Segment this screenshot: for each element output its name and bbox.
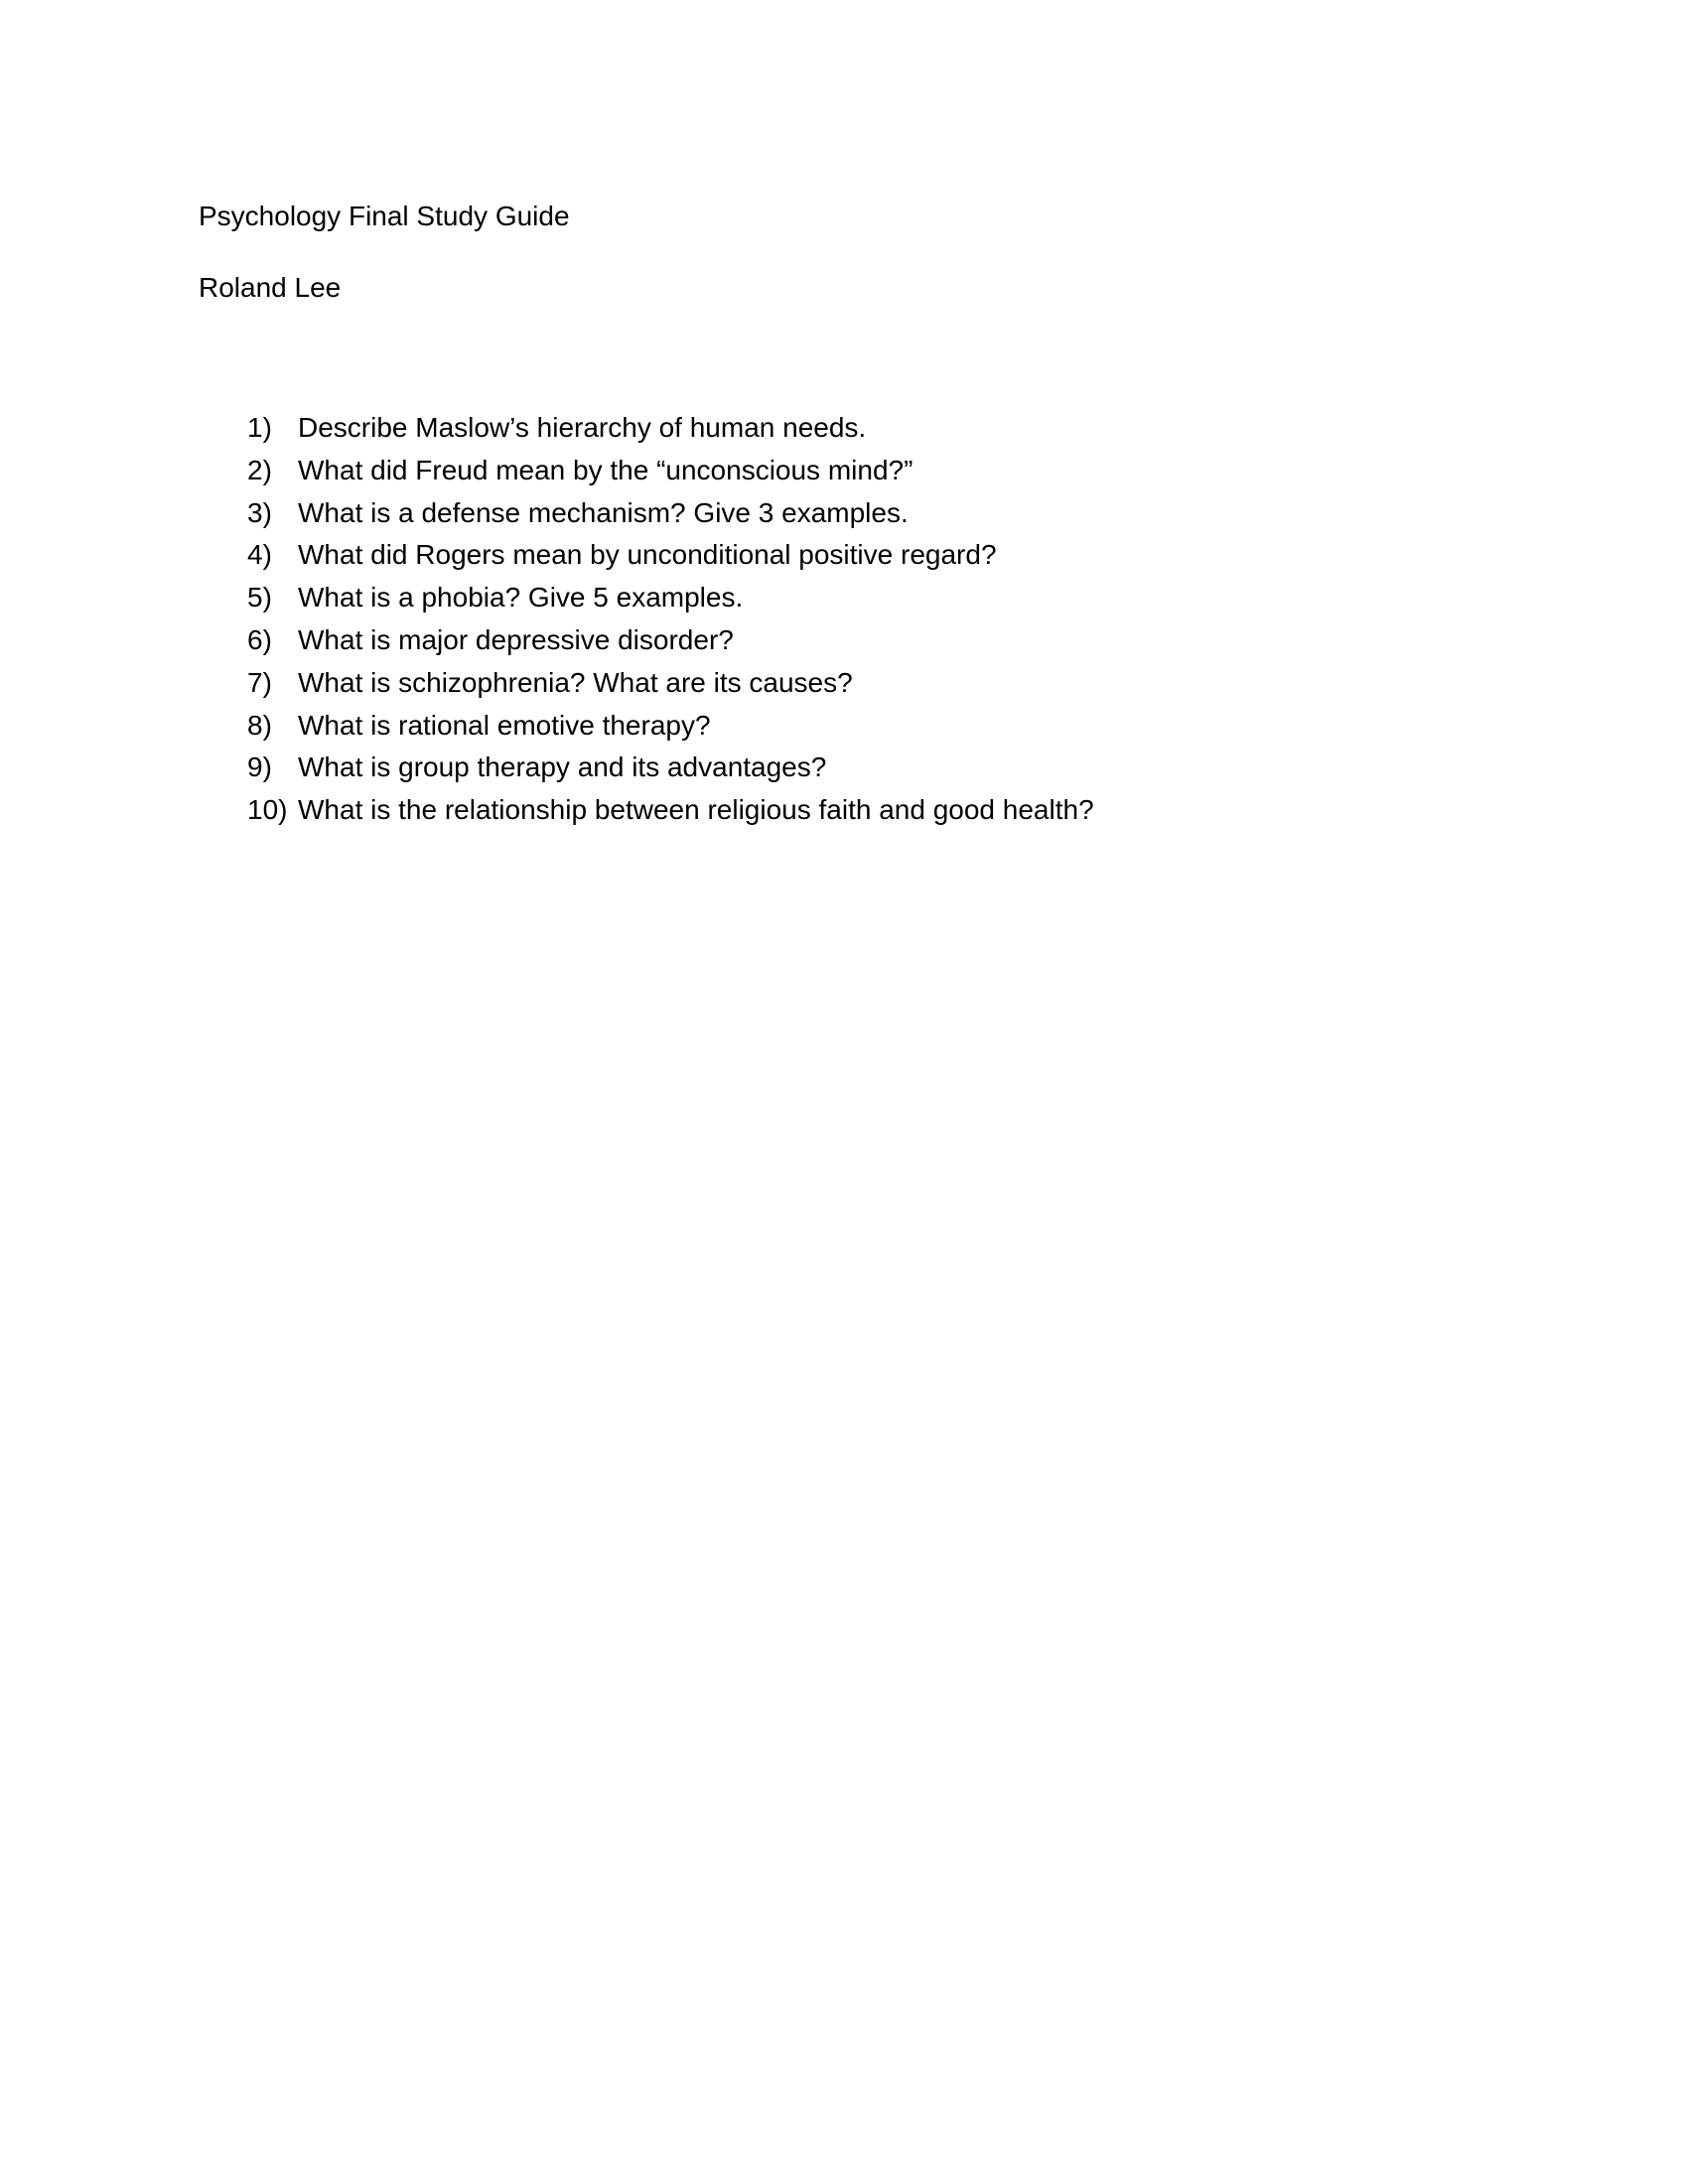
question-text: What is group therapy and its advantages?: [298, 751, 827, 783]
list-item: [247, 492, 1094, 535]
question-number: 10): [247, 794, 288, 826]
question-list: [247, 407, 1094, 832]
list-item: [247, 534, 1094, 577]
author-name: Roland Lee: [199, 272, 342, 303]
list-item: [247, 705, 1094, 748]
list-item: [247, 577, 1094, 619]
document-title: Psychology Final Study Guide: [199, 201, 570, 231]
question-number: 6): [247, 623, 272, 655]
list-item: [247, 407, 1094, 450]
list-item: [247, 450, 1094, 492]
question-number: 7): [247, 666, 272, 698]
question-number: 1): [247, 412, 272, 443]
question-text: What did Freud mean by the “unconscious mind?”: [298, 454, 914, 485]
question-text: What is major depressive disorder?: [298, 623, 734, 655]
list-item: [247, 619, 1094, 662]
question-text: What is the relationship between religious faith and good health?: [298, 794, 1094, 826]
question-number: 4): [247, 539, 272, 571]
question-text: Describe Maslow’s hierarchy of human needs.: [298, 412, 867, 443]
list-item: [247, 662, 1094, 705]
question-text: What is schizophrenia? What are its causes?: [298, 666, 853, 698]
question-text: What is a defense mechanism? Give 3 examples.: [298, 496, 909, 528]
question-number: 9): [247, 751, 272, 783]
question-number: 3): [247, 496, 272, 528]
list-item: [247, 789, 1094, 832]
question-number: 2): [247, 454, 272, 485]
list-item: [247, 747, 1094, 789]
question-number: 8): [247, 709, 272, 741]
question-number: 5): [247, 582, 272, 614]
question-text: What is a phobia? Give 5 examples.: [298, 582, 744, 614]
question-text: What did Rogers mean by unconditional positive regard?: [298, 539, 997, 571]
question-text: What is rational emotive therapy?: [298, 709, 711, 741]
